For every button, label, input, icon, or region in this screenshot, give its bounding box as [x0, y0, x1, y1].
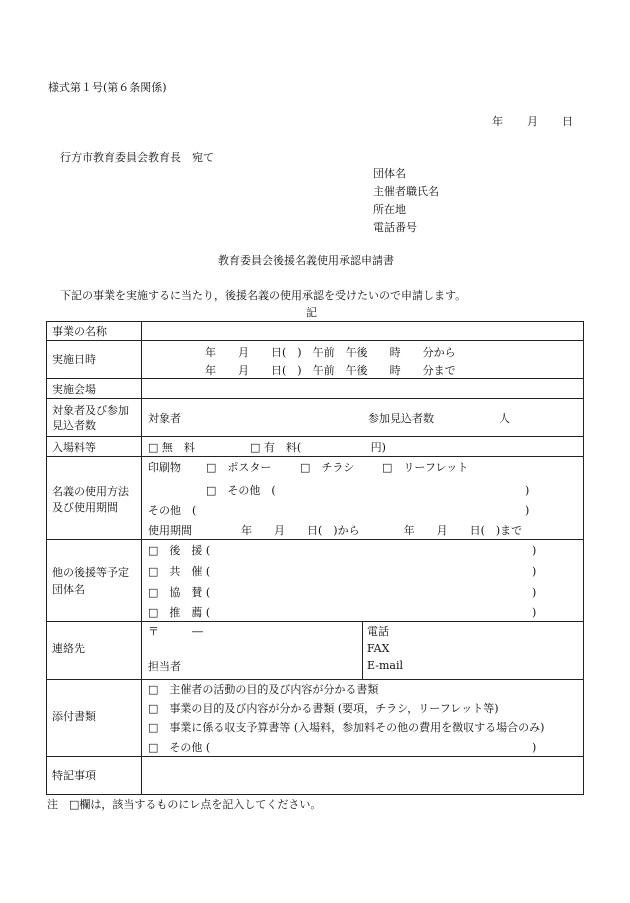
attendees-label-1: 対象者及び参加: [52, 404, 129, 417]
flyer-checkbox[interactable]: □ チラシ: [300, 461, 355, 474]
datetime-label: 実施日時: [52, 353, 96, 366]
addressee: 行方市教育委員会教育長 宛て: [60, 151, 214, 164]
datetime-from[interactable]: 年 月 日( ) 午前 午後 時 分から: [205, 346, 456, 359]
event-name-field[interactable]: [145, 324, 581, 338]
venue-label: 実施会場: [52, 383, 96, 396]
sponsors-label-1: 他の後援等予定: [52, 566, 129, 579]
venue-field[interactable]: [145, 382, 581, 396]
usage-other-close-paren: ): [525, 504, 530, 517]
leaflet-checkbox[interactable]: □ リーフレット: [382, 461, 469, 474]
remarks-field[interactable]: [145, 760, 581, 792]
sponsor-close-paren: ): [532, 565, 537, 578]
address-label: 所在地: [373, 203, 406, 216]
expected-attendees-label[interactable]: 参加見込者数: [368, 412, 434, 425]
usage-period-field[interactable]: 年 月 日( )から 年 月 日( )まで: [241, 524, 523, 537]
fax-field[interactable]: FAX: [367, 642, 390, 655]
email-field[interactable]: E-mail: [367, 659, 403, 672]
fee-paid-checkbox[interactable]: □ 有 料( 円): [250, 441, 386, 454]
org-name-label: 団体名: [373, 167, 406, 180]
other-print-checkbox[interactable]: □ その他 (: [206, 484, 276, 497]
attachment-event-docs-checkbox[interactable]: □ 事業の目的及び内容が分かる書類 (要項，チラシ，リーフレット等): [148, 702, 499, 715]
attachment-budget-checkbox[interactable]: □ 事業に係る収支予算書等 (入場料，参加料その他の費用を徴収する場合のみ): [148, 721, 545, 734]
target-label[interactable]: 対象者: [148, 412, 181, 425]
organizer-label: 主催者職氏名: [373, 185, 439, 198]
sponsor-support-checkbox[interactable]: □ 後 援 (: [148, 544, 211, 557]
footnote: 注 □欄は，該当するものにレ点を記入してください。: [47, 798, 322, 811]
person-in-charge-field[interactable]: 担当者: [148, 660, 181, 673]
poster-checkbox[interactable]: □ ポスター: [206, 461, 272, 474]
attendees-unit: 人: [499, 412, 510, 425]
attachments-label: 添付書類: [52, 710, 96, 723]
usage-label-1: 名義の使用方法: [52, 485, 129, 498]
attachment-other-checkbox[interactable]: □ その他 (: [148, 741, 211, 754]
other-print-close-paren: ): [525, 484, 530, 497]
date-day: 日: [562, 115, 573, 128]
sponsor-recommend-checkbox[interactable]: □ 推 薦 (: [148, 606, 211, 619]
remarks-label: 特記事項: [52, 769, 96, 782]
form-title: 教育委員会後援名義使用承認申請書: [218, 254, 394, 267]
date-year: 年: [492, 115, 503, 128]
attachment-activity-checkbox[interactable]: □ 主催者の活動の目的及び内容が分かる書類: [148, 683, 379, 696]
intro-text: 下記の事業を実施するに当たり，後援名義の使用承認を受けたいので申請します。: [60, 289, 467, 302]
sponsors-label-2: 団体名: [52, 583, 85, 596]
printed-matter-label: 印刷物: [148, 461, 181, 474]
sponsor-cohost-checkbox[interactable]: □ 共 催 (: [148, 565, 211, 578]
usage-period-label: 使用期間: [148, 524, 192, 537]
event-name-label: 事業の名称: [52, 325, 107, 338]
ki-label: 記: [306, 306, 317, 319]
sponsor-close-paren: ): [532, 586, 537, 599]
postal-code-field[interactable]: 〒 ―: [148, 625, 203, 638]
attendees-label-2: 見込者数: [52, 419, 96, 432]
sponsor-close-paren: ): [532, 544, 537, 557]
attachment-close-paren: ): [532, 741, 537, 754]
tel-field[interactable]: 電話: [367, 625, 389, 638]
phone-label: 電話番号: [373, 221, 417, 234]
date-month: 月: [527, 115, 538, 128]
fee-free-checkbox[interactable]: □ 無 料: [148, 441, 195, 454]
fee-label: 入場料等: [52, 441, 96, 454]
sponsor-cooperate-checkbox[interactable]: □ 協 賛 (: [148, 586, 211, 599]
usage-other-field[interactable]: その他 (: [148, 504, 197, 517]
datetime-to[interactable]: 年 月 日( ) 午前 午後 時 分まで: [205, 364, 456, 377]
form-number: 様式第１号(第６条関係): [48, 81, 167, 94]
contact-label: 連絡先: [52, 642, 85, 655]
sponsor-close-paren: ): [532, 606, 537, 619]
usage-label-2: 及び使用期間: [52, 501, 118, 514]
